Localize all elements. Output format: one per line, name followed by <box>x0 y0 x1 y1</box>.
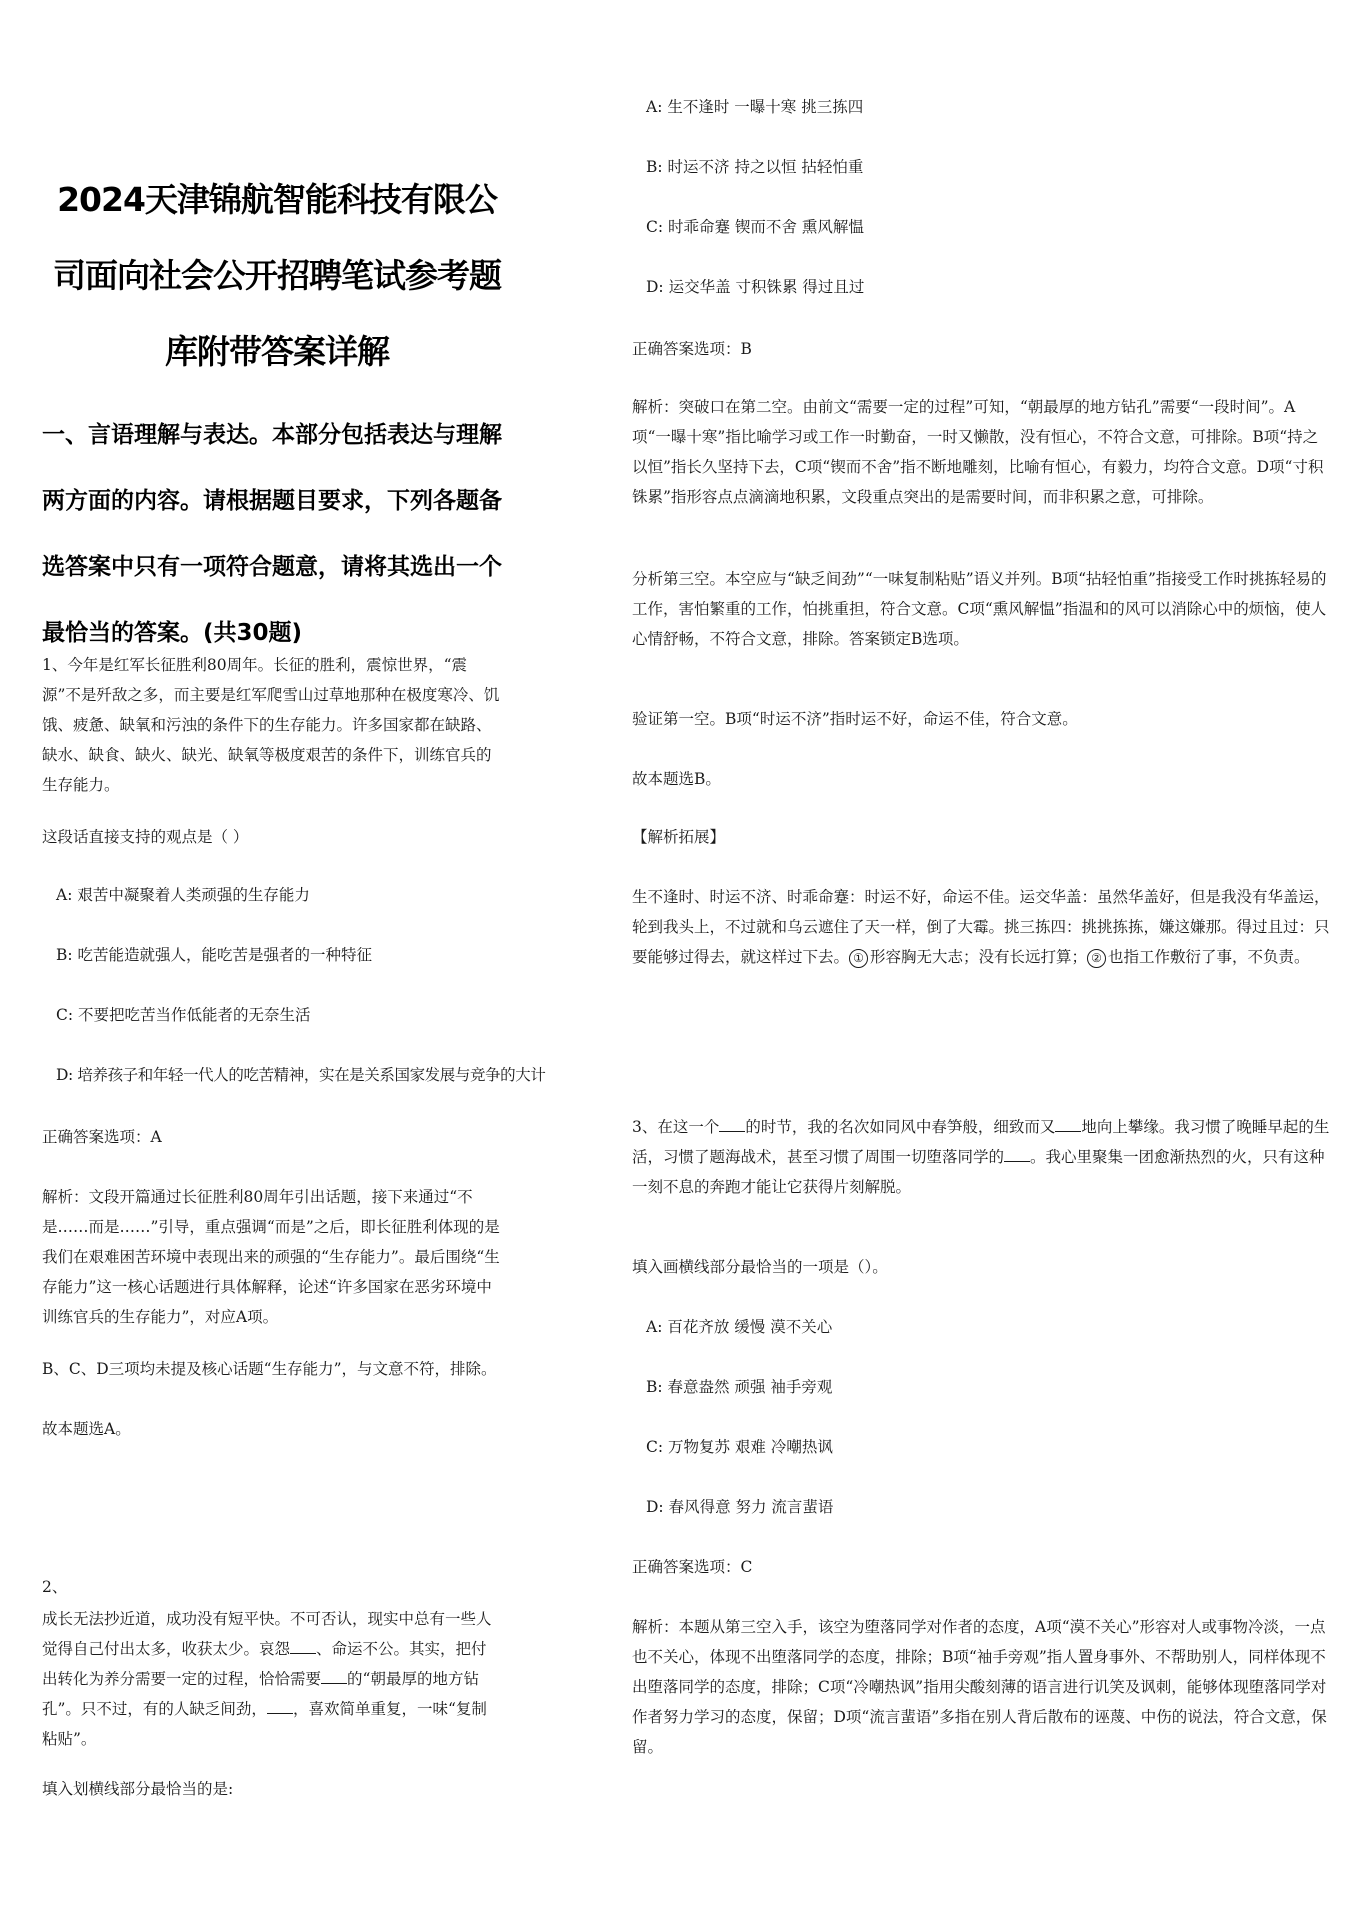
q1-answer: 正确答案选项：A <box>42 1128 162 1146</box>
q3-option-c: C: 万物复苏 艰难 冷嘲热讽 <box>646 1438 833 1456</box>
q1-analysis: 解析：文段开篇通过长征胜利80周年引出话题，接下来通过“不是……而是……”引导，重点强调“而是”之后，即长征胜利体现的是我们在艰难困苦环境中表现出来的顽强的“生存能力”。最后围绕“生存能力”这一核心话题进行具体解释，论述“许多国家在恶劣环境中训练官兵的生存能力”，对应A项。 <box>42 1188 500 1326</box>
q2-stem-part3: 的“朝最厚的地方钻孔”。只不过，有的人缺乏间劲， <box>42 1670 479 1718</box>
q3-stem-part4: 。我心里聚集一团愈渐热烈的火，只有这种一刻不息的奔跑才能让它获得片刻解脱。 <box>632 1148 1325 1196</box>
q2-analysis-2: 分析第三空。本空应与“缺乏间劲”“一味复制粘贴”语义并列。B项“拈轻怕重”指接受工作时挑拣轻易的工作，害怕繁重的工作，怕挑重担，符合文意。C项“熏风解愠”指温和的风可以消除心中的烦恼，使人心情舒畅，不符合文意，排除。答案锁定B选项。 <box>632 570 1327 648</box>
blank-line <box>1004 1147 1030 1162</box>
blank-line <box>267 1699 293 1714</box>
q1-option-b: B: 吃苦能造就强人，能吃苦是强者的一种特征 <box>56 946 373 964</box>
q2-number: 2、 <box>42 1578 68 1596</box>
circled-two: ② <box>1087 949 1106 968</box>
q2-stem-part1: 成长无法抄近道，成功没有短平快。不可否认，现实中总有一些人觉得自己付出太多，收获太少。哀怨 <box>42 1610 492 1658</box>
q3-option-b: B: 春意盎然 顽强 袖手旁观 <box>646 1378 833 1396</box>
q2-option-b: B: 时运不济 持之以恒 拈轻怕重 <box>646 158 864 176</box>
q2-final: 故本题选B。 <box>632 770 721 788</box>
section-heading: 一、言语理解与表达。本部分包括表达与理解两方面的内容。请根据题目要求，下列各题备选答案中只有一项符合题意，请将其选出一个最恰当的答案。(共30题) <box>42 422 502 646</box>
blank-line <box>1055 1117 1081 1132</box>
q3-stem <box>632 1112 1332 1202</box>
q2-stem <box>42 1604 502 1754</box>
q2-extension-part2: 形容胸无大志；没有长远打算； <box>870 948 1088 966</box>
q2-analysis: 解析：突破口在第二空。由前文“需要一定的过程”可知，“朝最厚的地方钻孔”需要“一段时间”。A项“一曝十寒”指比喻学习或工作一时勤奋，一时又懒散，没有恒心，不符合文意，可排除。B项“持之以恒”指长久坚持下去，C项“锲而不舍”指不断地雕刻，比喻有恒心，有毅力，均符合文意。D项“寸积铢累”指形容点点滴滴地积累，文段重点突出的是需要时间，而非积累之意，可排除。 <box>632 398 1324 506</box>
q1-option-a: A: 艰苦中凝聚着人类顽强的生存能力 <box>56 886 310 904</box>
q1-option-d: D: 培养孩子和年轻一代人的吃苦精神，实在是关系国家发展与竞争的大计 <box>56 1066 546 1084</box>
q1-stem: 1、今年是红军长征胜利80周年。长征的胜利，震惊世界，“震源”不是歼敌之多，而主要是红军爬雪山过草地那种在极度寒冷、饥饿、疲惫、缺氧和污浊的条件下的生存能力。许多国家都在缺路、缺水、缺食、缺火、缺光、缺氧等极度艰苦的条件下，训练官兵的生存能力。 <box>42 656 500 794</box>
q2-extension-title: 【解析拓展】 <box>632 828 726 846</box>
q2-option-d: D: 运交华盖 寸积铢累 得过且过 <box>646 278 865 296</box>
q1-question: 这段话直接支持的观点是（ ） <box>42 828 249 846</box>
q3-stem-part3: 地向上攀缘。我习惯了晚睡早起的生活，习惯了题海战术，甚至习惯了周围一切堕落同学的 <box>632 1118 1330 1166</box>
q1-option-c: C: 不要把吃苦当作低能者的无奈生活 <box>56 1006 311 1024</box>
q2-stem-part2: 、命运不公。其实，把付出转化为养分需要一定的过程，恰恰需要 <box>42 1640 487 1688</box>
q2-question: 填入划横线部分最恰当的是: <box>42 1780 234 1798</box>
q1-note: B、C、D三项均未提及核心话题“生存能力”，与文意不符，排除。 <box>42 1360 497 1378</box>
q3-option-d: D: 春风得意 努力 流言蜚语 <box>646 1498 834 1516</box>
q2-answer: 正确答案选项：B <box>632 340 752 358</box>
q3-answer: 正确答案选项：C <box>632 1558 753 1576</box>
q2-option-a: A: 生不逢时 一曝十寒 挑三拣四 <box>646 98 864 116</box>
q2-extension-part1: 生不逢时、时运不济、时乖命蹇：时运不好，命运不佳。运交华盖：虽然华盖好，但是我没有华盖运，轮到我头上，不过就和乌云遮住了天一样，倒了大霉。挑三拣四：挑挑拣拣，嫌这嫌那。得过且过：只要能够过得去，就这样过下去。 <box>632 888 1330 966</box>
circled-one: ① <box>849 949 868 968</box>
q3-analysis: 解析：本题从第三空入手，该空为堕落同学对作者的态度，A项“漠不关心”形容对人或事物冷淡，一点也不关心，体现不出堕落同学的态度，排除；B项“袖手旁观”指人置身事外、不帮助别人，同样体现不出堕落同学的态度，排除；C项“冷嘲热讽”指用尖酸刻薄的语言进行讥笑及讽刺，能够体现堕落同学对作者努力学习的态度，保留；D项“流言蜚语”多指在别人背后散布的诬蔑、中伤的说法，符合文意，保留。 <box>632 1618 1327 1756</box>
q2-extension-text <box>632 882 1332 972</box>
document-title: 2024天津锦航智能科技有限公司面向社会公开招聘笔试参考题库附带答案详解 <box>53 180 501 371</box>
q3-question: 填入画横线部分最恰当的一项是（）。 <box>632 1258 888 1276</box>
q1-final: 故本题选A。 <box>42 1420 131 1438</box>
blank-line <box>290 1639 316 1654</box>
q2-stem-part4: ，喜欢简单重复，一味“复制粘贴”。 <box>42 1700 487 1748</box>
blank-line <box>321 1669 347 1684</box>
q3-option-a: A: 百花齐放 缓慢 漠不关心 <box>646 1318 833 1336</box>
blank-line <box>719 1117 745 1132</box>
q2-analysis-3: 验证第一空。B项“时运不济”指时运不好，命运不佳，符合文意。 <box>632 710 1078 728</box>
q2-extension-part3: 也指工作敷衍了事，不负责。 <box>1108 948 1310 966</box>
q2-option-c: C: 时乖命蹇 锲而不舍 熏风解愠 <box>646 218 864 236</box>
q3-stem-part1: 3、在这一个 <box>632 1118 720 1136</box>
q3-stem-part2: 的时节，我的名次如同风中春笋般，细致而又 <box>745 1118 1056 1136</box>
